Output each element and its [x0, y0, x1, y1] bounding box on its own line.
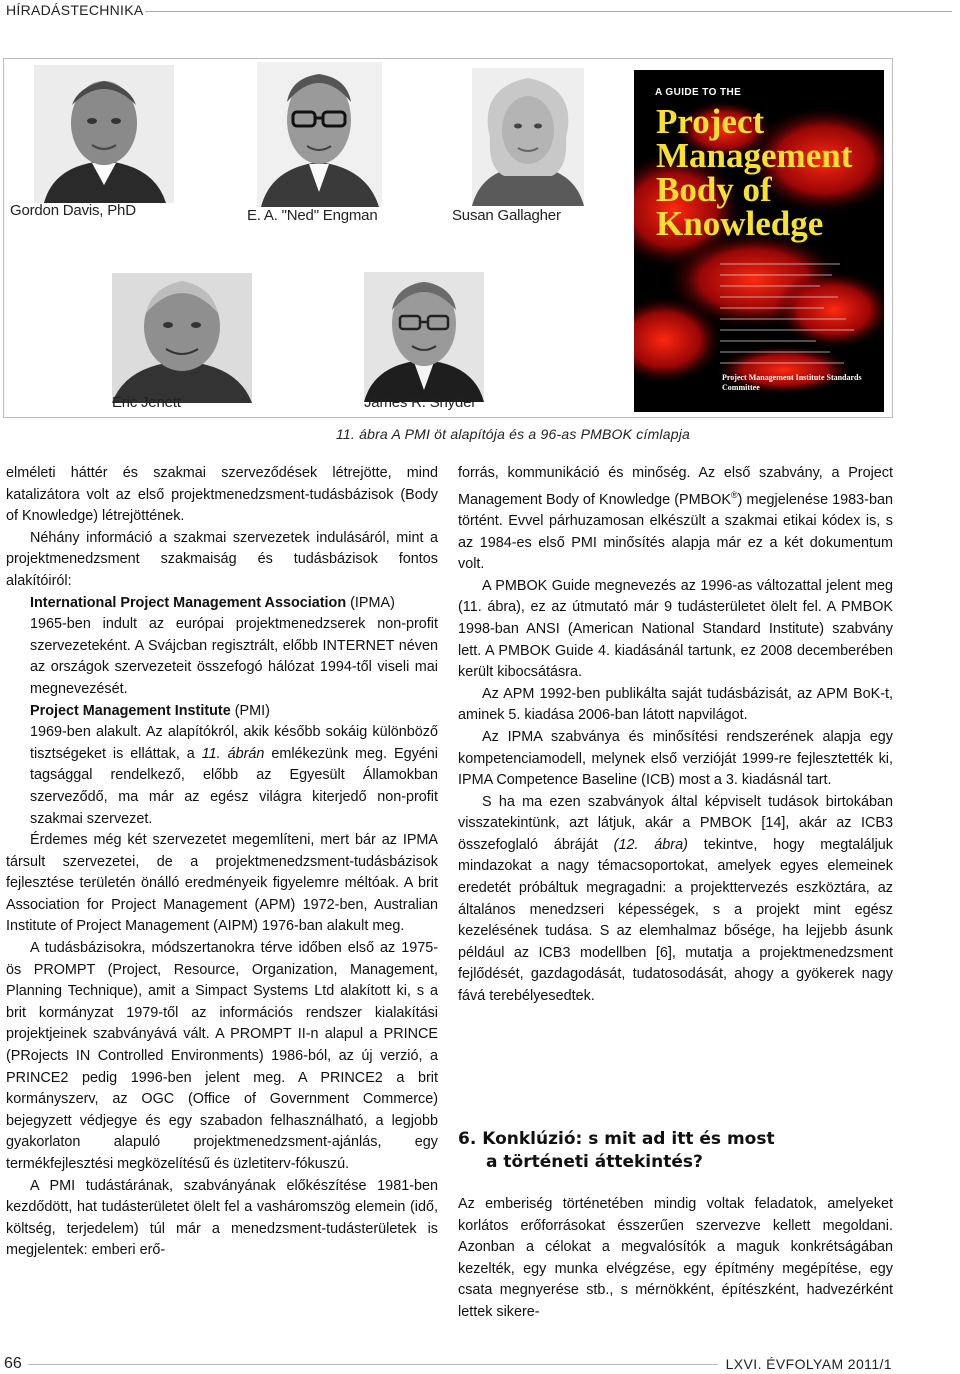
portrait-name-gordon-davis: Gordon Davis, PhD — [10, 202, 136, 219]
paragraph: A PMI tudástárának, szabványának előkészítése 1981-ben kezdődött, hat tudásterületet ölelt fel a vasháromszög elemein (idő, költség, terjedelem) túl már a menedzsment-tudásterületek is megjelentek: emberi erő- — [6, 1177, 438, 1259]
book-kicker: A GUIDE TO THE — [655, 87, 742, 98]
figure-11 — [3, 58, 893, 418]
paragraph: Néhány információ a szakmai szervezetek indulásáról, mint a projektmenedzsment szakmaiság és tudásbázisok fontos alakítóiról: — [6, 529, 438, 589]
org-pmi-text: 1969-ben alakult. Az alapítókról, akik később sokáig különböző tisztségeket is elláttak, a 11. ábrán emlékezünk meg. Egyéni tagsággal rendelkező, előbb az Egyesült Államokban szerveződő, ma már az egész világra kiterjedő non-profit szakmai szervezet. — [30, 724, 438, 827]
book-toc-decor — [720, 260, 870, 370]
org-pmi — [6, 701, 438, 723]
org-ipma-name: International Project Management Association — [30, 594, 347, 611]
right-column — [458, 463, 893, 1008]
page-number: 66 — [4, 1355, 22, 1372]
paragraph: Az APM 1992-ben publikálta saját tudásbázisát, az APM BoK-t, aminek 5. kiadása 2006-ban látott napvilágot. — [458, 685, 893, 724]
org-ipma-text: 1965-ben indult az európai projektmenedzserek non-profit szervezeteként. A Svájcban regisztrált, előbb INTERNET néven az országok szervezeteit összefogó hálózat 1994-től viseli mai megnevezését. — [30, 616, 438, 697]
section-heading-line-1: 6. Konklúzió: s mit ad itt és most — [458, 1129, 775, 1149]
figure-caption: 11. ábra A PMI öt alapítója és a 96-as PMBOK címlapja — [335, 426, 691, 442]
paragraph: forrás, kommunikáció és minőség. Az első szabvány, a Project Management Body of Knowledge (PMBOK®) megjelenése 1983-ban történt. Evvel párhuzamosan elkészült a szakmai etikai kódex is, s az 1984-es első PMI minősítés alapja már ez a két dokumentum volt. — [458, 465, 893, 573]
paragraph: Az IPMA szabványa és minősítési rendszerének alapja egy kompetenciamodell, melynek első verzióját 1999-re fejlesztették ki, IPMA Competence Baseline (ICB) most a 3. kiadásnál tart. — [458, 728, 893, 789]
portrait-name-susan-gallagher: Susan Gallagher — [452, 207, 561, 224]
portrait-photo-ned-engman — [257, 62, 382, 207]
org-pmi-name: Project Management Institute — [30, 702, 231, 719]
left-column — [6, 463, 438, 1262]
portrait-name-eric-jenett: Eric Jenett — [112, 394, 181, 411]
paragraph: elméleti háttér és szakmai szerveződések létrejötte, mind katalizátora volt az első projektmenedzsment-tudásbázisok (Body of Knowledge) létrejöttének. — [6, 465, 438, 525]
portrait-photo-eric-jenett — [112, 273, 252, 403]
portrait-name-ned-engman: E. A. "Ned" Engman — [247, 207, 378, 224]
book-publisher: Project Management Institute Standards Committee — [722, 373, 862, 392]
figure-ref: 11. ábrán — [201, 745, 265, 762]
paragraph: Az emberiség történetében mindig voltak feladatok, amelyeket korlátos erőforrásokat ésszerűen szervezve kellett megoldani. Azonban a célokat a megvalósítók a maguk konkrétságában kezelték, egy munka elvégzése, egy építmény megépítése, egy csata megnyerése stb., s mérnökként, építészként, hadvezérként lettek sikere- — [458, 1196, 893, 1320]
org-ipma — [6, 593, 438, 615]
org-pmi-abbr: (PMI) — [230, 702, 270, 719]
running-head: HÍRADÁSTECHNIKA — [6, 2, 144, 18]
running-head-rule — [145, 11, 952, 12]
book-title: Project Management Body of Knowledge — [656, 102, 853, 243]
registered-mark: ® — [731, 489, 738, 500]
section-heading-line-2: a történeti áttekintés? — [486, 1152, 703, 1172]
paragraph: A PMBOK Guide megnevezés az 1996-as változattal jelent meg (11. ábra), ez az útmutató már 9 tudásterületet ölelt fel. A PMBOK 1998-ban ANSI (American National Standard Institute) szabvány lett. A PMBOK Guide 4. kiadásánál tartunk, ez 2008 decemberében került kibocsátásra. — [458, 577, 893, 681]
paragraph: S ha ma ezen szabványok által képviselt tudások birtokában visszatekintünk, azt látjuk, akár a PMBOK [14], akár az ICB3 összefoglaló ábráját (12. ábra) tekintve, hogy megtaláljuk mindazokat a nagy témacsoportokat, amelyek egyes elemeinek eredetét próbáltuk megragadni: a projekttervezés eszköztára, az általános menedzseri képességek, s a projekt mint egész kezelésének tudása. S az elemhalmaz bősége, ha lejjebb ásunk például az ICB3 modellben [6], mutatja a projektmenedzsment fejlődését, gazdagodását, tudatosodását, ahogy a gyökerek nagy fává terebélyesedtek. — [458, 793, 893, 1005]
portrait-photo-gordon-davis — [34, 65, 174, 203]
paragraph: A tudásbázisokra, módszertanokra térve időben első az 1975-ös PROMPT (Project, Resource, Organization, Management, Planning Technique), amit a Simpact Systems Ltd alakított ki, s a brit kormányzat 1979-től az információs rendszer kialakítási projektjeinek szabványává vált. A PROMPT II-n alapul a PRINCE (PRojects IN Controlled Environments) 1986-ból, az új verzió, a PRINCE2 pedig 1996-ben jelent meg. A PRINCE2 a brit kormányszerv, az OGC (Office of Government Commerce) bejegyzett védjegye és egy szabadon felhasználható, a legjobb gyakorlaton alapuló projektmenedzsment-ajánlás, egy termékfejlesztési megközelítésű és üzletiterv-fókuszú. — [6, 940, 438, 1172]
footer-rule — [28, 1364, 718, 1365]
portrait-photo-james-snyder — [364, 272, 484, 402]
pmbok-cover — [634, 70, 884, 412]
figure-ref: (12. ábra) — [613, 836, 688, 853]
portrait-name-james-snyder: James R. Snyder — [364, 394, 477, 411]
section-heading — [458, 1128, 898, 1174]
portrait-photo-susan-gallagher — [472, 68, 584, 206]
journal-issue: LXVI. ÉVFOLYAM 2011/1 — [725, 1356, 892, 1372]
paragraph: Érdemes még két szervezetet megemlíteni, mert bár az IPMA társult szervezetei, de a projektmenedzsment-tudásbázisok fejlesztése területén önálló eredményeik figyelemre méltóak. A brit Association for Project Management (APM) 1972-ben, Australian Institute of Project Management (AIPM) 1976-ban alakult meg. — [6, 832, 438, 935]
org-ipma-abbr: (IPMA) — [346, 594, 395, 611]
